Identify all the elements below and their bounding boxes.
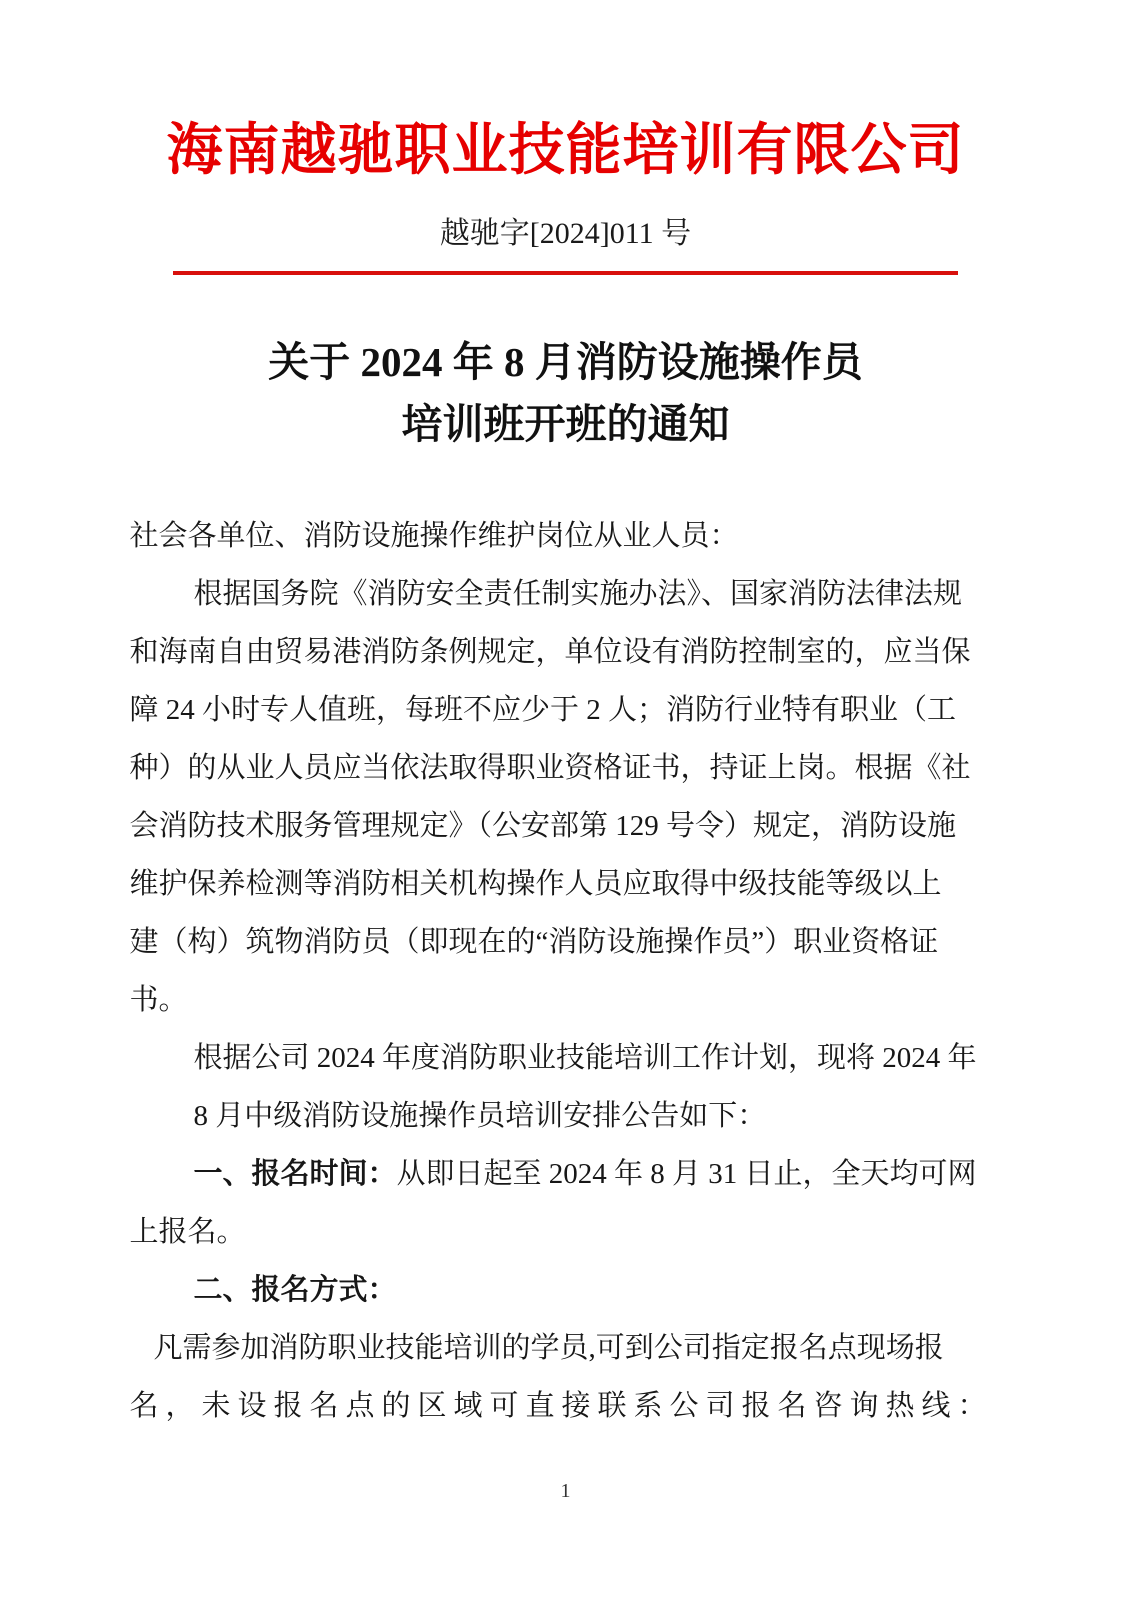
body-line [130,565,1002,623]
body-line-text: 根据国务院《消防安全责任制实施办法》、国家消防法律法规 [193,578,963,610]
body-line [130,1029,1002,1087]
body-line [130,1261,1002,1319]
body-line-emphasis: 二、报名方式： [193,1274,397,1306]
body-line-text: 社会各单位、消防设施操作维护岗位从业人员： [129,520,739,552]
body-line [130,1377,1002,1435]
body-line-text: 维护保养检测等消防相关机构操作人员应取得中级技能等级以上 [129,868,942,900]
document-title-line-2: 培训班开班的通知 [401,401,730,447]
document-title-line-1: 关于 2024 年 8 月消防设施操作员 [268,339,863,385]
body-line [130,971,1002,1029]
body-line [130,913,1002,971]
body-line [130,739,1002,797]
body-line [130,1319,1002,1377]
body-line [130,507,1002,565]
body-line-text: 障 24 小时专人值班，每班不应少于 2 人；消防行业特有职业（工 [129,694,957,726]
body-line-text: 书。 [129,984,188,1016]
body-lines [130,507,1002,1435]
body-line [130,855,1002,913]
body-line-text: 会消防技术服务管理规定》（公安部第 129 号令）规定，消防设施 [129,810,957,842]
body-line-text: 名，未设报名点的区域可直接联系公司报名咨询热线： [129,1390,994,1422]
body-line [130,1203,1002,1261]
body-line [130,623,1002,681]
body-line [130,1145,1002,1203]
document-number: 越驰字[2024]011 号 [439,217,692,250]
body-line [130,797,1002,855]
body-line-text: 种）的从业人员应当依法取得职业资格证书，持证上岗。根据《社 [129,752,971,784]
body-line-emphasis: 一、报名时间： [193,1158,397,1190]
body-line [130,1087,1002,1145]
body-line-text: 上报名。 [129,1216,246,1248]
header-divider-rule [173,271,958,275]
page-number: 1 [560,1480,571,1502]
company-name-heading: 海南越驰职业技能培训有限公司 [166,120,965,182]
body-line [130,681,1002,739]
document-title [0,331,1131,455]
body-line-text: 从即日起至 2024 年 8 月 31 日止，全天均可网 [396,1158,977,1190]
body-line-text: 凡需参加消防职业技能培训的学员,可到公司指定报名点现场报 [153,1332,944,1364]
body-line-text: 和海南自由贸易港消防条例规定，单位设有消防控制室的，应当保 [129,636,971,668]
body-line-text: 根据公司 2024 年度消防职业技能培训工作计划，现将 2024 年 [193,1042,977,1074]
body-line-text: 建（构）筑物消防员（即现在的“消防设施操作员”）职业资格证 [129,926,939,958]
body-line-text: 8 月中级消防设施操作员培训安排公告如下： [193,1100,767,1132]
